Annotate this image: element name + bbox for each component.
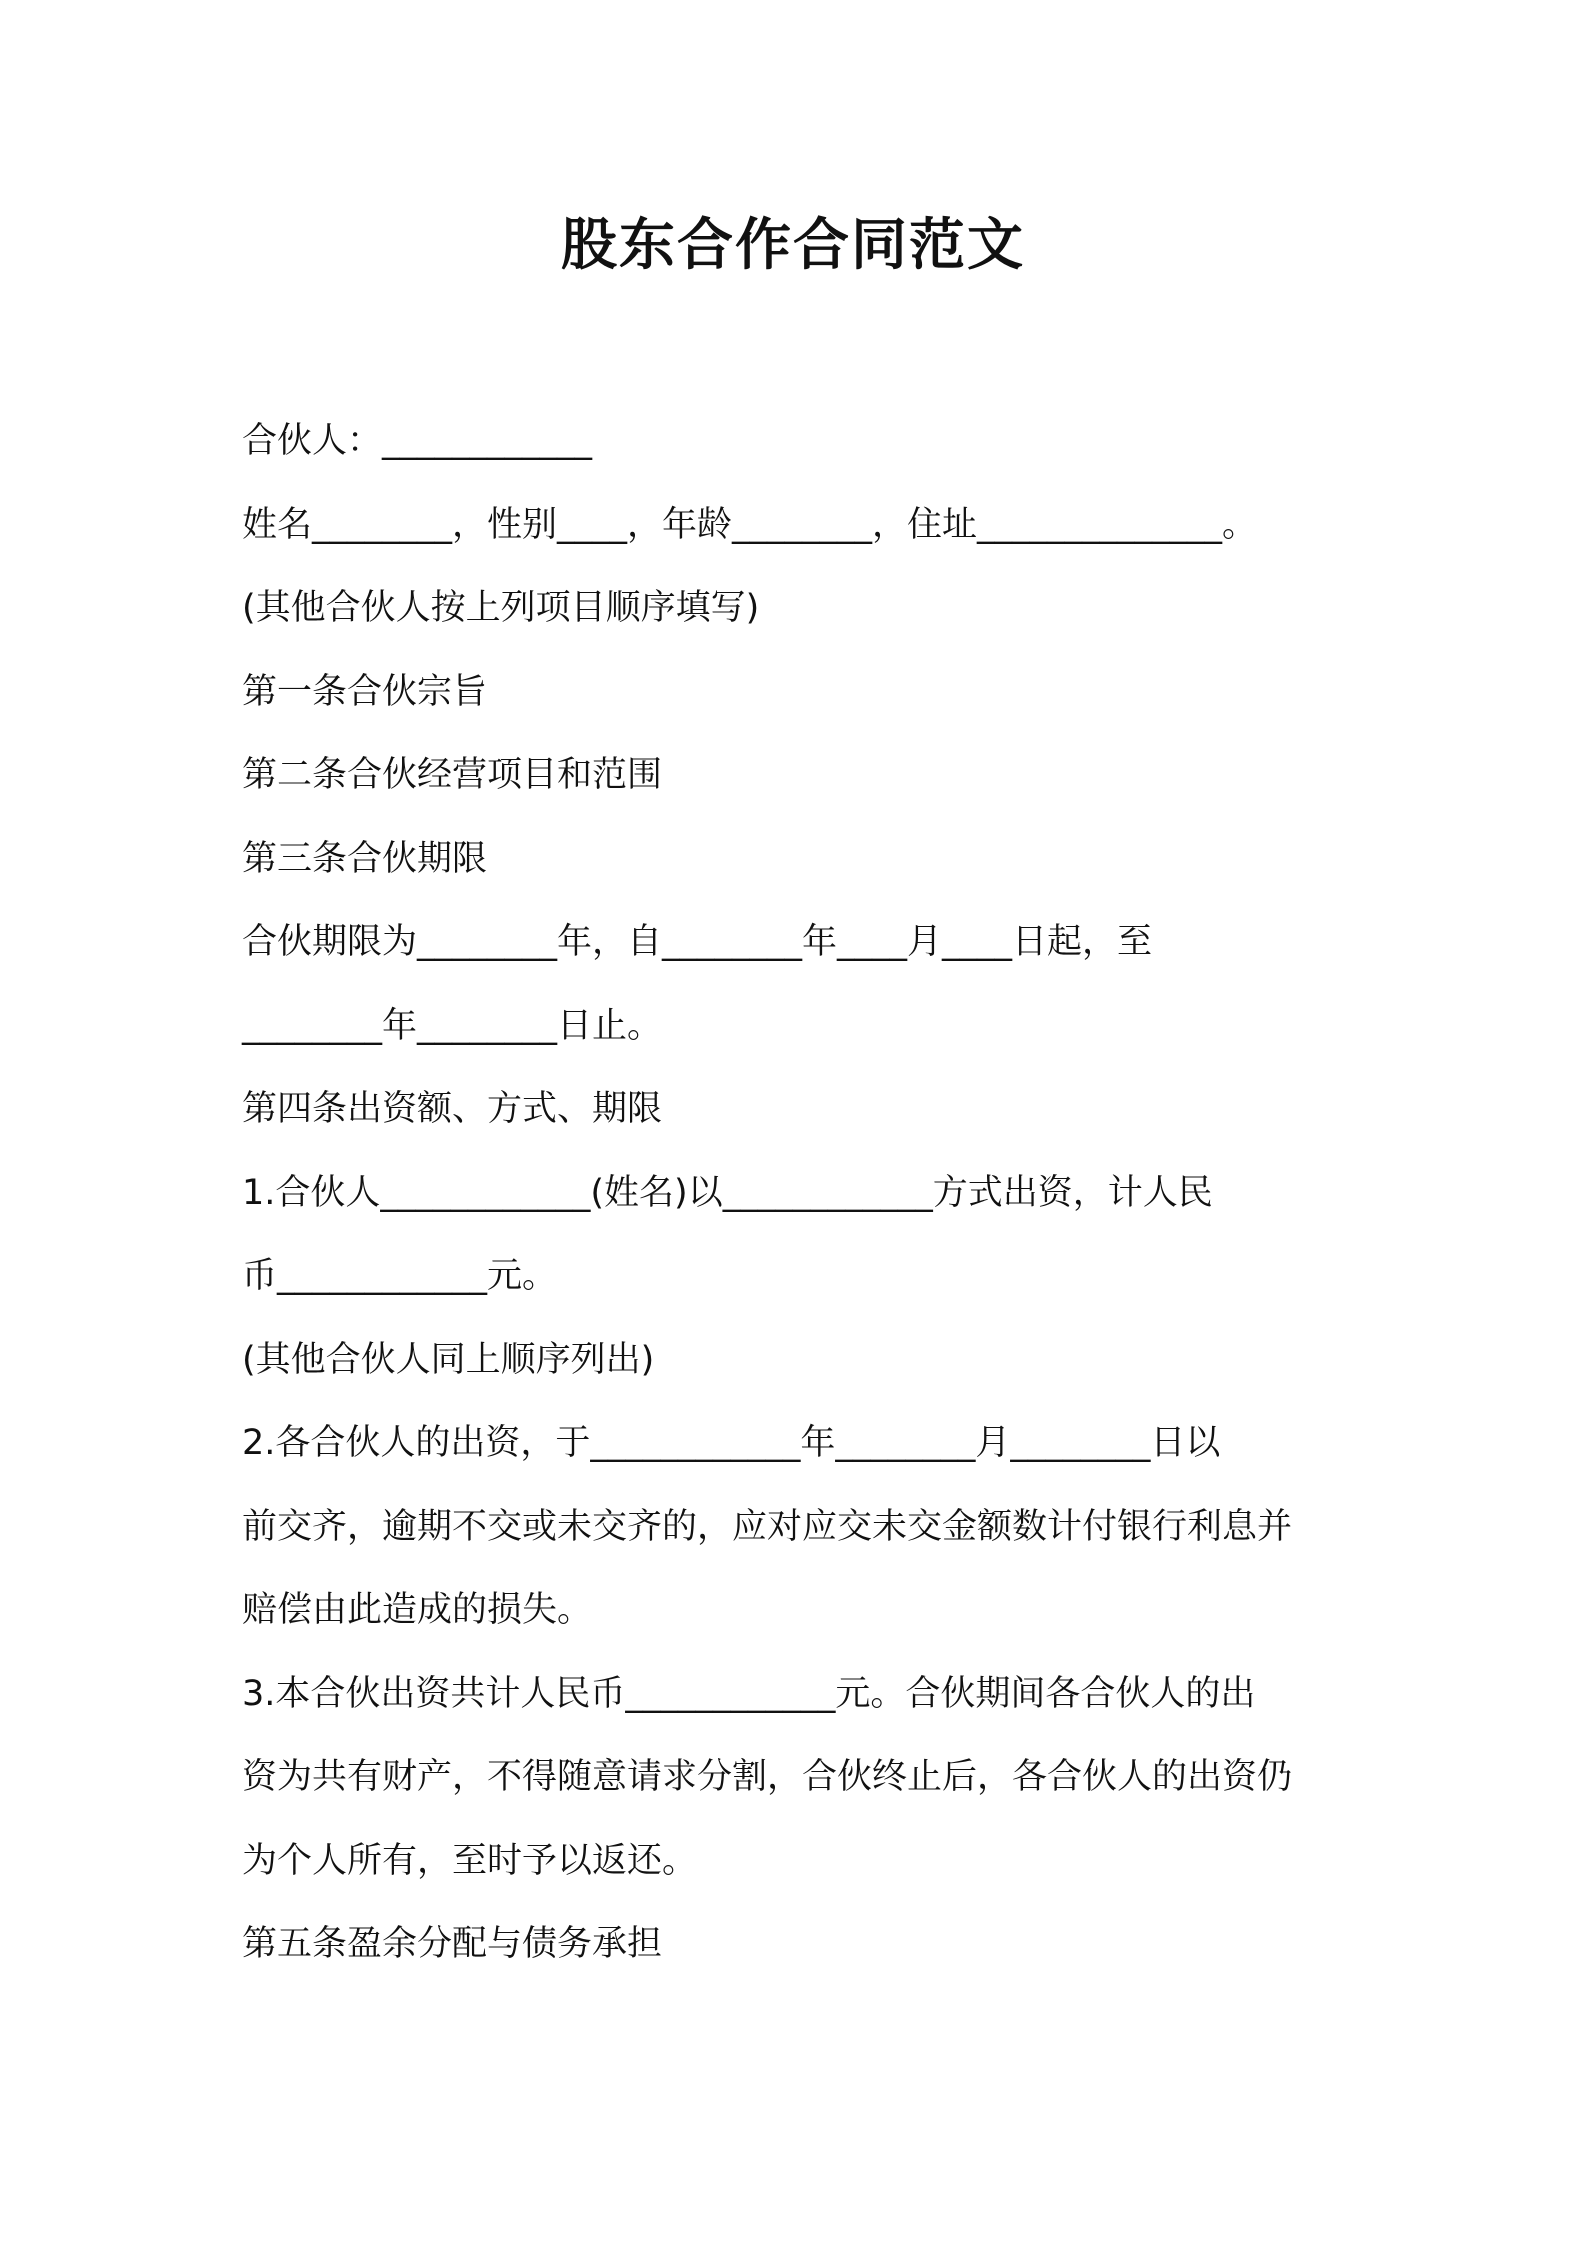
clause-4-3-line-2: 资为共有财产，不得随意请求分割，合伙终止后，各合伙人的出资仍 bbox=[242, 1757, 1293, 1797]
article-5-heading: 第五条盈余分配与债务承担 bbox=[242, 1924, 663, 1964]
clause-4-1-line-1: 1.合伙人____________(姓名)以____________方式出资，计人民 bbox=[242, 1172, 1213, 1213]
clause-4-2-line-1: 2.各合伙人的出资，于____________年________月________日以 bbox=[242, 1423, 1221, 1463]
article-2-heading: 第二条合伙经营项目和范围 bbox=[242, 755, 663, 795]
clause-4-3-line-1: 3.本合伙出资共计人民币____________元。合伙期间各合伙人的出 bbox=[242, 1673, 1256, 1714]
clause-4-1-line-2: 币____________元。 bbox=[242, 1256, 558, 1296]
article-4-heading: 第四条出资额、方式、期限 bbox=[242, 1089, 663, 1129]
partner-heading-line: 合伙人：____________ bbox=[242, 421, 593, 461]
clause-4-3-line-3: 为个人所有，至时予以返还。 bbox=[242, 1840, 698, 1881]
other-partners-note: (其他合伙人按上列项目顺序填写) bbox=[242, 588, 760, 628]
partner-info-line: 姓名________，性别____，年龄________，住址______________。 bbox=[242, 504, 1258, 545]
clause-4-2-line-3: 赔偿由此造成的损失。 bbox=[242, 1590, 593, 1630]
article-3-heading: 第三条合伙期限 bbox=[242, 838, 488, 879]
term-line-1: 合伙期限为________年，自________年____月____日起，至 bbox=[242, 922, 1153, 962]
clause-4-2-line-2: 前交齐，逾期不交或未交齐的，应对应交未交金额数计付银行利息并 bbox=[242, 1506, 1293, 1547]
article-1-heading: 第一条合伙宗旨 bbox=[242, 671, 488, 712]
other-partners-note-2: (其他合伙人同上顺序列出) bbox=[242, 1339, 655, 1380]
term-line-2: ________年________日止。 bbox=[242, 1005, 663, 1046]
document-body bbox=[242, 400, 1362, 1987]
document-title: 股东合作合同范文 bbox=[561, 213, 1025, 278]
